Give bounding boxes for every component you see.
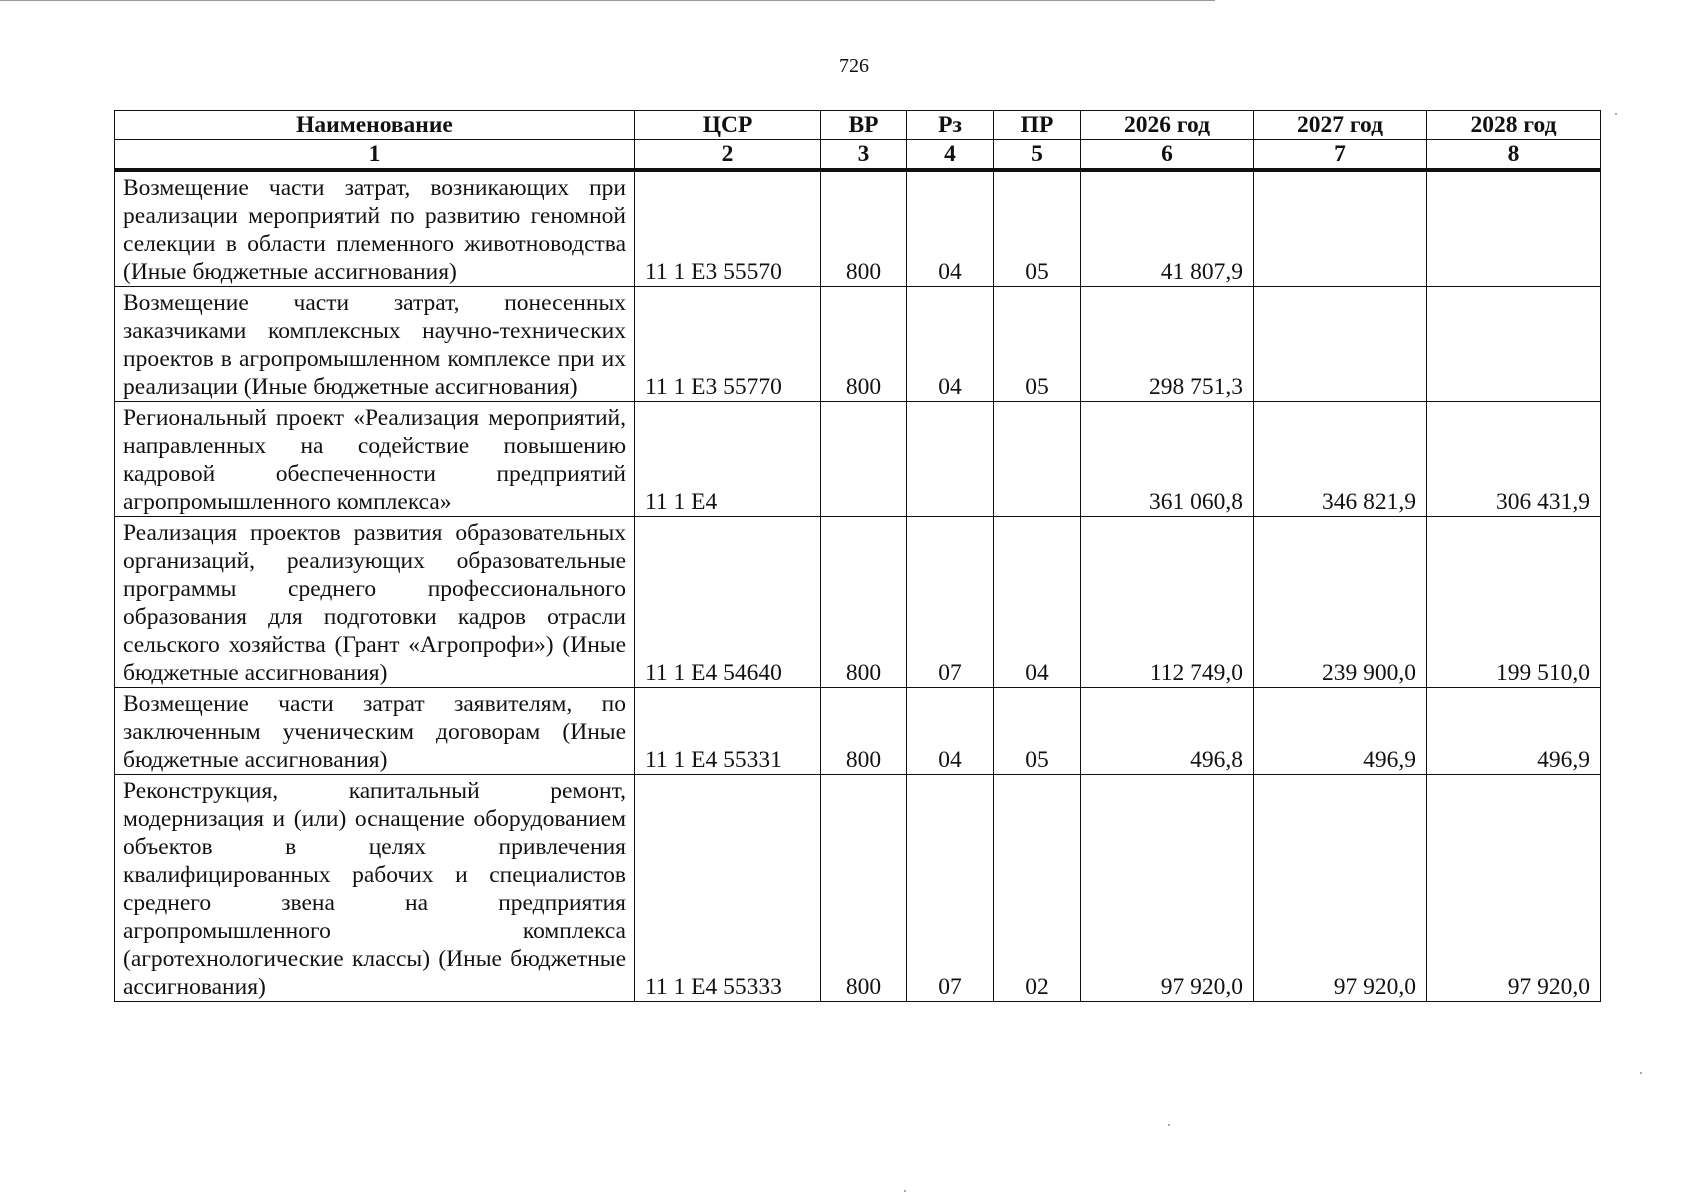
column-number: 2 <box>635 140 821 171</box>
row-2026: 112 749,0 <box>1081 517 1254 688</box>
row-2027 <box>1254 287 1427 402</box>
scan-speck <box>1168 1124 1170 1126</box>
row-csr: 11 1 E4 55331 <box>635 688 821 775</box>
column-number-row <box>115 140 1601 171</box>
row-csr: 11 1 E3 55770 <box>635 287 821 402</box>
row-2027: 97 920,0 <box>1254 775 1427 1002</box>
row-2026: 41 807,9 <box>1081 170 1254 287</box>
row-vr: 800 <box>821 517 907 688</box>
top-rule <box>0 0 1215 1</box>
table-row <box>115 775 1601 1002</box>
table-row <box>115 170 1601 287</box>
column-number: 1 <box>115 140 635 171</box>
row-rz: 07 <box>907 517 994 688</box>
header-name: Наименование <box>115 111 635 140</box>
row-2026: 361 060,8 <box>1081 402 1254 517</box>
row-name: Региональный проект «Реализация мероприятий, направленных на содействие повышению кадровой обеспеченности предприятий агропромышленного комплекса» <box>115 402 635 517</box>
header-vr: ВР <box>821 111 907 140</box>
column-number: 5 <box>994 140 1081 171</box>
row-csr: 11 1 E4 <box>635 402 821 517</box>
row-2026: 97 920,0 <box>1081 775 1254 1002</box>
row-vr: 800 <box>821 287 907 402</box>
row-rz <box>907 402 994 517</box>
header-2026: 2026 год <box>1081 111 1254 140</box>
row-pr <box>994 402 1081 517</box>
row-name: Возмещение части затрат, понесенных заказчиками комплексных научно-технических проектов в агропромышленном комплексе при их реализации (Иные бюджетные ассигнования) <box>115 287 635 402</box>
header-2028: 2028 год <box>1427 111 1601 140</box>
row-pr: 05 <box>994 287 1081 402</box>
page-number: 726 <box>839 55 869 77</box>
row-2028: 496,9 <box>1427 688 1601 775</box>
row-csr: 11 1 E4 54640 <box>635 517 821 688</box>
table-row <box>115 517 1601 688</box>
row-rz: 04 <box>907 287 994 402</box>
row-rz: 07 <box>907 775 994 1002</box>
row-pr: 02 <box>994 775 1081 1002</box>
row-name: Реализация проектов развития образовательных организаций, реализующих образовательные программы среднего профессионального образования для подготовки кадров отрасли сельского хозяйства (Грант «Агропрофи») (Иные бюджетные ассигнования) <box>115 517 635 688</box>
header-rz: Рз <box>907 111 994 140</box>
column-number: 3 <box>821 140 907 171</box>
row-2028: 306 431,9 <box>1427 402 1601 517</box>
row-rz: 04 <box>907 688 994 775</box>
column-number: 4 <box>907 140 994 171</box>
row-2028: 97 920,0 <box>1427 775 1601 1002</box>
header-2027: 2027 год <box>1254 111 1427 140</box>
row-rz: 04 <box>907 170 994 287</box>
table-row <box>115 402 1601 517</box>
row-vr: 800 <box>821 775 907 1002</box>
row-2027: 346 821,9 <box>1254 402 1427 517</box>
column-number: 6 <box>1081 140 1254 171</box>
row-2026: 298 751,3 <box>1081 287 1254 402</box>
row-pr: 05 <box>994 688 1081 775</box>
row-vr <box>821 402 907 517</box>
row-name: Реконструкция, капитальный ремонт, модернизация и (или) оснащение оборудованием объектов в целях привлечения квалифицированных рабочих и специалистов среднего звена на предприятия агропромышленного комплекса (агротехнологические классы) (Иные бюджетные ассигнования) <box>115 775 635 1002</box>
column-number: 7 <box>1254 140 1427 171</box>
table-row <box>115 688 1601 775</box>
table-row <box>115 287 1601 402</box>
row-csr: 11 1 E4 55333 <box>635 775 821 1002</box>
row-2026: 496,8 <box>1081 688 1254 775</box>
header-csr: ЦСР <box>635 111 821 140</box>
header-pr: ПР <box>994 111 1081 140</box>
row-csr: 11 1 E3 55570 <box>635 170 821 287</box>
column-number: 8 <box>1427 140 1601 171</box>
row-pr: 04 <box>994 517 1081 688</box>
budget-table <box>114 110 1601 1002</box>
header-row <box>115 111 1601 140</box>
row-vr: 800 <box>821 688 907 775</box>
row-name: Возмещение части затрат заявителям, по заключенным ученическим договорам (Иные бюджетные ассигнования) <box>115 688 635 775</box>
row-name: Возмещение части затрат, возникающих при реализации мероприятий по развитию геномной селекции в области племенного животноводства (Иные бюджетные ассигнования) <box>115 170 635 287</box>
row-2028 <box>1427 287 1601 402</box>
scan-speck <box>1640 1072 1642 1074</box>
row-vr: 800 <box>821 170 907 287</box>
scan-speck <box>1615 113 1617 115</box>
row-pr: 05 <box>994 170 1081 287</box>
row-2027: 496,9 <box>1254 688 1427 775</box>
row-2027 <box>1254 170 1427 287</box>
row-2027: 239 900,0 <box>1254 517 1427 688</box>
scan-speck <box>904 1190 906 1192</box>
row-2028: 199 510,0 <box>1427 517 1601 688</box>
row-2028 <box>1427 170 1601 287</box>
